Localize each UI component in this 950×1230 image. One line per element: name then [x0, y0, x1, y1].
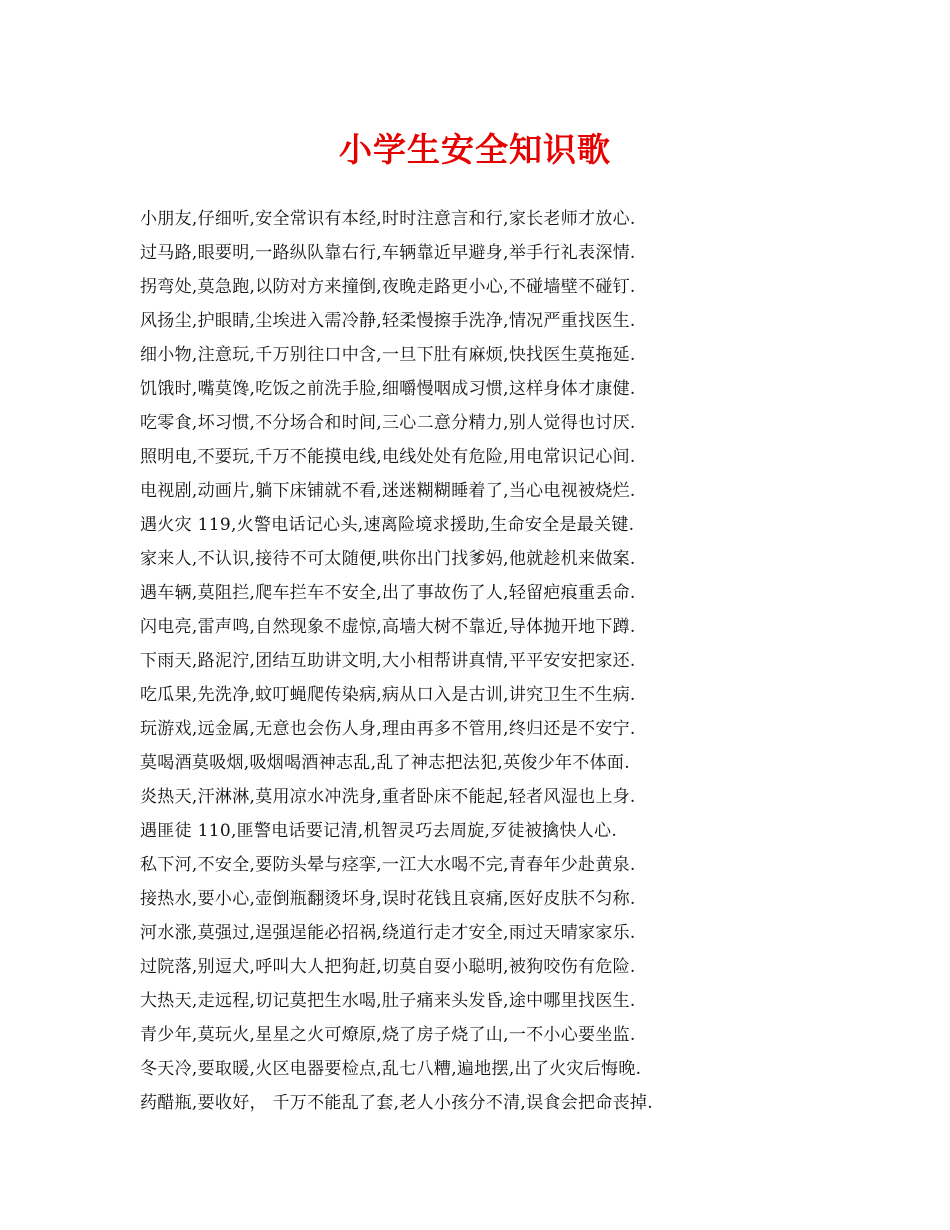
verse-line: 过院落,别逗犬,呼叫大人把狗赶,切莫自耍小聪明,被狗咬伤有危险. [140, 957, 636, 977]
verse-line: 冬天冷,要取暖,火区电器要检点,乱七八糟,遍地摆,出了火灾后悔晚. [140, 1059, 642, 1079]
verse-line: 拐弯处,莫急跑,以防对方来撞倒,夜晚走路更小心,不碰墙壁不碰钉. [140, 277, 636, 297]
verse-line: 药醋瓶,要收好， 千万不能乱了套,老人小孩分不清,误食会把命丧掉. [140, 1093, 653, 1113]
verse-line: 遇车辆,莫阻拦,爬车拦车不安全,出了事故伤了人,轻留疤痕重丢命. [140, 583, 636, 603]
verse-line: 下雨天,路泥泞,团结互助讲文明,大小相帮讲真情,平平安安把家还. [140, 651, 636, 671]
verse-line: 电视剧,动画片,躺下床铺就不看,迷迷糊糊睡着了,当心电视被烧烂. [140, 481, 636, 501]
verse-line: 吃瓜果,先洗净,蚊叮蝇爬传染病,病从口入是古训,讲究卫生不生病. [140, 685, 636, 705]
verse-line: 闪电亮,雷声鸣,自然现象不虚惊,高墙大树不靠近,导体抛开地下蹲. [140, 617, 636, 637]
verse-line: 私下河,不安全,要防头晕与痉挛,一江大水喝不完,青春年少赴黄泉. [140, 855, 636, 875]
verse-line: 过马路,眼要明,一路纵队靠右行,车辆靠近早避身,举手行礼表深情. [140, 243, 636, 263]
verse-line: 小朋友,仔细听,安全常识有本经,时时注意言和行,家长老师才放心. [140, 209, 636, 229]
verse-line: 风扬尘,护眼睛,尘埃进入需冷静,轻柔慢擦手洗净,情况严重找医生. [140, 311, 636, 331]
verse-line: 家来人,不认识,接待不可太随便,哄你出门找爹妈,他就趁机来做案. [140, 549, 636, 569]
verse-line: 青少年,莫玩火,星星之火可燎原,烧了房子烧了山,一不小心要坐监. [140, 1025, 636, 1045]
verse-line: 莫喝酒莫吸烟,吸烟喝酒神志乱,乱了神志把法犯,英俊少年不体面. [140, 753, 630, 773]
verse-line: 照明电,不要玩,千万不能摸电线,电线处处有危险,用电常识记心间. [140, 447, 636, 467]
verse-line: 玩游戏,远金属,无意也会伤人身,理由再多不管用,终归还是不安宁. [140, 719, 636, 739]
verse-list [140, 202, 920, 1120]
verse-line: 遇火灾 119,火警电话记心头,速离险境求援助,生命安全是最关键. [140, 515, 635, 535]
verse-line: 饥饿时,嘴莫馋,吃饭之前洗手脸,细嚼慢咽成习惯,这样身体才康健. [140, 379, 636, 399]
verse-line: 遇匪徒 110,匪警电话要记清,机智灵巧去周旋,歹徒被擒快人心. [140, 821, 618, 841]
verse-line: 河水涨,莫强过,逞强逞能必招祸,绕道行走才安全,雨过天晴家家乐. [140, 923, 636, 943]
verse-line: 炎热天,汗淋淋,莫用凉水冲洗身,重者卧床不能起,轻者风湿也上身. [140, 787, 636, 807]
verse-line: 大热天,走远程,切记莫把生水喝,肚子痛来头发昏,途中哪里找医生. [140, 991, 636, 1011]
verse-line: 细小物,注意玩,千万别往口中含,一旦下肚有麻烦,快找医生莫拖延. [140, 345, 636, 365]
verse-line: 吃零食,坏习惯,不分场合和时间,三心二意分精力,别人觉得也讨厌. [140, 413, 636, 433]
document-title: 小学生安全知识歌 [339, 130, 611, 169]
verse-line: 接热水,要小心,壶倒瓶翻烫坏身,误时花钱且哀痛,医好皮肤不匀称. [140, 889, 636, 909]
